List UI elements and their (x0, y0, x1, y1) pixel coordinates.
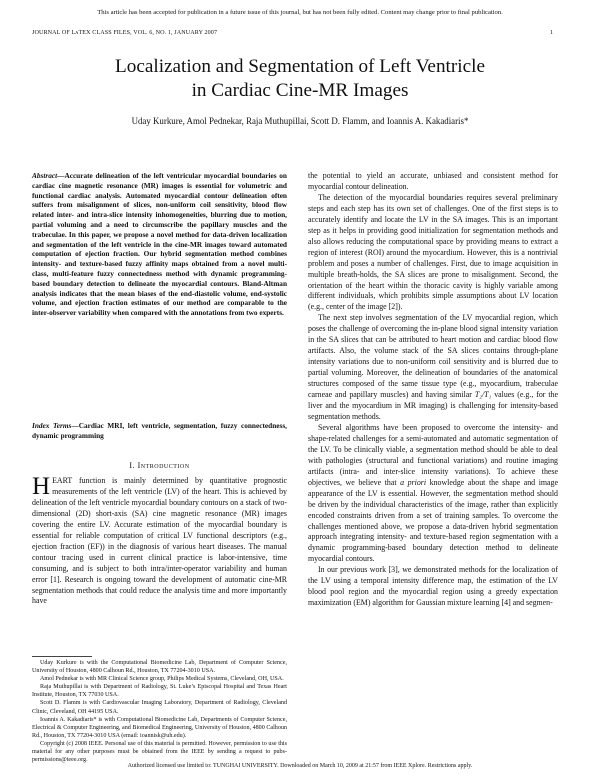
intro-text: function is mainly determined by quantitative prognostic measurements of the left ventricle (LV) of the heart. This is achieved by delineation of the left ventricle myocardial boundary contours on a stack of two-dimensional (2D) short-axis (SA) cine magnetic resonance (MR) images covering the entire LV. Accurate estimation of the myocardial boundary is essential for reliable computation of critical LV functional descriptors (e.g., ejection fraction (EF)) in the diagnosis of various heart diseases. The manual contour tracing used in current clinical practice is labor-intensive, time consuming, and is subject to both intra/inter-operator variability and human error [1]. Research is ongoing toward the development of automatic cine-MR segmentation methods that could reduce the analysis time and more importantly have (32, 476, 287, 606)
paper-title (40, 55, 560, 103)
intro-first-word: EART (52, 476, 73, 485)
footnote: Raja Muthupillai is with Department of Radiology, St. Luke’s Episcopal Hospital and Texas Heart Institute, Houston, TX 77030 USA. (32, 684, 287, 699)
abstract (32, 171, 287, 318)
footnote: Copyright (c) 2008 IEEE. Personal use of this material is permitted. However, permission to use this material for any other purposes must be obtained from the IEEE by sending a request to pubs-permissions@ieee.org. (32, 740, 287, 764)
body-text: The next step involves segmentation of the LV myocardial region, which poses the challenge of overcoming the in-plane blood signal intensity variation in the SA slices that can be attributed to heart motion and cardiac blood flow artifacts. Also, the volume stack of the SA slices contains through-plane intensity variations due to non-uniform coil sensitivity and is blurred due to partial voluming. Moreover, the delineation of boundaries of the anatomical structures composed of the same tissue type (e.g., myocardium, trabeculae carneae and papillary muscles) and having similar (308, 313, 558, 400)
title-line-1: Localization and Segmentation of Left Ventricle (115, 56, 485, 77)
body-paragraph: The detection of the myocardial boundaries requires several preliminary steps and each step has its own set of challenges. One of the first steps is to accurately identify and locate the LV in the SA images. This is an important step as it helps in providing good initialization for segmentation methods and also allows reducing the computational space by providing means to extract a region of interest (ROI) around the myocardium. However, this is a nontrivial problem and poses a number of challenges. First, due to image acquisition in multiple breath-holds, the SA slices are prone to misalignment. Second, the orientation of the heart within the thoracic cavity is highly variable among different individuals, which prohibits simple assumptions about LV location (e.g., center of the image [2]). (308, 192, 558, 312)
index-terms (32, 421, 287, 441)
body-paragraph (308, 423, 558, 565)
emphasis-text: a priori (400, 477, 427, 487)
drop-cap: H (32, 473, 51, 500)
title-line-2: in Cardiac Cine-MR Images (191, 80, 409, 101)
right-column-body (308, 171, 558, 609)
footnote: Uday Kurkure is with the Computational Biomedicine Lab, Department of Computer Science, University of Houston, 4800 Calhoun Rd., Houston, TX 77204-3010 USA. (32, 660, 287, 675)
index-terms-label: Index Terms (32, 421, 72, 430)
body-text: knowledge about the shape and image appearance of the LV is essential. However, the segmentation method should be driven by the individual characteristics of the image, rather than explicitly encoded constraints driven from a set of training samples. To overcome the challenges mentioned above, we propose a data-driven hybrid segmentation approach integrating intensity- and texture-based region segmentation with a dynamic programming-based boundary detection method to delineate myocardial contours. (308, 477, 558, 564)
body-paragraph (308, 313, 558, 423)
index-terms-text: —Cardiac MRI, left ventricle, segmentation, fuzzy connectedness, dynamic programming (32, 421, 287, 440)
footnote: Ioannis A. Kakadiaris* is with Computational Biomedicine Lab, Departments of Computer Science, Electrical & Computer Engineering, and Biomedical Engineering, University of Houston, 4800 Calhoun Rd., Houston, TX 77204-3010 USA (email: ioannisk@uh.edu). (32, 716, 287, 739)
license-footer: Authorized licensed use limited to: TUNGHAI UNIVERSITY. Downloaded on March 10, 2009 at 21:57 from IEEE Xplore. Restrictions apply. (127, 763, 473, 769)
journal-header: JOURNAL OF LᴀTEX CLASS FILES, VOL. 6, NO. 1, JANUARY 2007 (32, 30, 218, 36)
abstract-label: Abstract (32, 171, 58, 180)
section-heading-introduction: I. Introduction (129, 461, 190, 470)
body-text: Several algorithms have been proposed to overcome the intensity- and shape-related challenges for a semi-automated and automatic segmentation of the LV. To be clinically viable, a segmentation method should be able to deal with pathologies (structural and functional variations) and routine imaging artifacts (intra- and inter-slice intensity variations). To achieve these objectives, we believe that (308, 422, 558, 487)
author-list: Uday Kurkure, Amol Pednekar, Raja Muthupillai, Scott D. Flamm, and Ioannis A. Kakadiaris* (131, 116, 469, 126)
introduction-paragraph (32, 473, 287, 607)
body-text: values (e.g., for the liver and the myocardium in MR imaging) is challenging for intensity-based segmentation methods. (308, 390, 558, 421)
footnote: Amol Pednekar is with MR Clinical Science group, Philips Medical Systems, Cleveland, OH, USA. (40, 676, 284, 683)
body-paragraph: In our previous work [3], we demonstrated methods for the localization of the LV using a temporal intensity difference map, the estimation of the LV blood pool region and the myocardial region using a greedy expectation maximization (EM) algorithm for Gaussian mixture learning [4] and segmen- (308, 565, 558, 608)
footnotes (32, 659, 287, 764)
relaxation-ratio: T₂/T₁ (474, 390, 492, 400)
footnote-rule (32, 656, 92, 657)
page-number: 1 (549, 30, 553, 36)
footnote: Scott D. Flamm is with Cardiovascular Imaging Laboratory, Department of Radiology, Cleveland Clinic, Cleveland, OH 44195 USA. (32, 700, 287, 715)
abstract-text: —Accurate delineation of the left ventricular myocardial boundaries on cardiac cine magnetic resonance (MR) images is essential for volumetric and functional cardiac analysis. Automated myocardial contour delineation often suffers from misalignment of slices, non-uniform coil sensitivity, blood flow related inter- and intra-slice intensity inhomogeneities, blurring due to motion, partial voluming and a need to circumscribe the papillary muscles and the trabeculae. In this paper, we propose a novel method for data-driven localization and segmentation of the left ventricle in the cine-MR images toward automated computation of ejection fraction. Our hybrid segmentation method combines intensity- and texture-based fuzzy affinity maps obtained from a novel multi-class, multi-feature fuzzy connectedness method with dynamic programming-based boundary detection to delineate the myocardial contours. Bland-Altman analysis indicates that the mean biases of the end-diastolic volume, end-systolic volume, and ejection fraction estimates of our method are comparable to the inter-observer variability when compared with the annotations from two experts. (32, 171, 287, 318)
body-paragraph: the potential to yield an accurate, unbiased and consistent method for myocardial contour delineation. (308, 171, 558, 191)
prepublication-banner: This article has been accepted for publication in a future issue of this journal, but has not been fully edited. Content may change prior to final publication. (97, 9, 503, 16)
